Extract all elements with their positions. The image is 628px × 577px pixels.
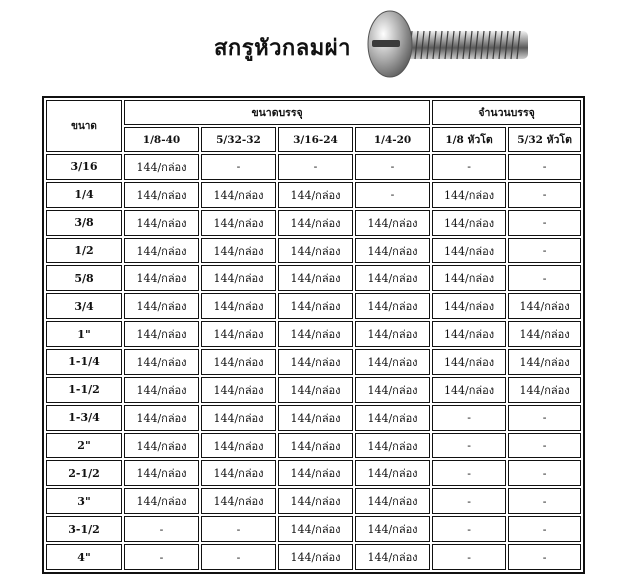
table-cell: 144/กล่อง	[278, 349, 353, 375]
spec-table	[42, 96, 585, 574]
table-cell: 144/กล่อง	[201, 321, 276, 347]
table-cell: 144/กล่อง	[432, 210, 506, 236]
table-cell: -	[508, 516, 581, 542]
size-header: ขนาด	[46, 100, 122, 152]
table-cell: 144/กล่อง	[508, 293, 581, 319]
table-cell: 144/กล่อง	[355, 293, 430, 319]
table-cell: -	[508, 182, 581, 208]
table-cell: -	[432, 488, 506, 514]
column-header-row	[46, 127, 581, 152]
table-cell: 144/กล่อง	[508, 377, 581, 403]
table-cell: -	[432, 154, 506, 180]
size-cell: 1/2	[46, 238, 122, 264]
table-cell: 144/กล่อง	[355, 349, 430, 375]
table-row	[46, 488, 581, 514]
size-cell: 2-1/2	[46, 460, 122, 486]
size-cell: 1"	[46, 321, 122, 347]
table-cell: -	[124, 544, 199, 570]
table-cell: -	[508, 238, 581, 264]
table-row	[46, 265, 581, 291]
table-cell: 144/กล่อง	[355, 460, 430, 486]
size-cell: 2"	[46, 433, 122, 459]
table-cell: 144/กล่อง	[278, 182, 353, 208]
table-cell: 144/กล่อง	[201, 460, 276, 486]
table-cell: 144/กล่อง	[124, 321, 199, 347]
column-header: 1/4-20	[355, 127, 430, 152]
table-cell: 144/กล่อง	[432, 238, 506, 264]
table-cell: 144/กล่อง	[278, 516, 353, 542]
table-cell: 144/กล่อง	[278, 265, 353, 291]
page-title: สกรูหัวกลมผ่า	[214, 36, 351, 61]
table-cell: 144/กล่อง	[278, 460, 353, 486]
table-row	[46, 154, 581, 180]
table-cell: 144/กล่อง	[124, 433, 199, 459]
table-cell: -	[508, 460, 581, 486]
column-header: 1/8 หัวโต	[432, 127, 506, 152]
table-body	[46, 154, 581, 570]
table-cell: -	[432, 405, 506, 431]
table-row	[46, 544, 581, 570]
table-cell: 144/กล่อง	[201, 377, 276, 403]
table-cell: 144/กล่อง	[201, 488, 276, 514]
column-header: 5/32 หัวโต	[508, 127, 581, 152]
table-cell: -	[508, 544, 581, 570]
size-cell: 3"	[46, 488, 122, 514]
table-cell: 144/กล่อง	[355, 405, 430, 431]
table-cell: 144/กล่อง	[355, 321, 430, 347]
table-cell: 144/กล่อง	[278, 377, 353, 403]
table-cell: -	[278, 154, 353, 180]
table-cell: 144/กล่อง	[355, 433, 430, 459]
table-cell: 144/กล่อง	[124, 377, 199, 403]
table-cell: 144/กล่อง	[355, 265, 430, 291]
table-cell: 144/กล่อง	[278, 544, 353, 570]
table-cell: 144/กล่อง	[201, 182, 276, 208]
table-cell: 144/กล่อง	[278, 210, 353, 236]
table-cell: -	[508, 210, 581, 236]
group-header-pack-size: ขนาดบรรจุ	[124, 100, 430, 125]
group-header-pack-qty: จำนวนบรรจุ	[432, 100, 581, 125]
table-cell: 144/กล่อง	[432, 349, 506, 375]
table-cell: -	[201, 544, 276, 570]
table-cell: 144/กล่อง	[432, 265, 506, 291]
table-cell: 144/กล่อง	[124, 265, 199, 291]
table-cell: -	[124, 516, 199, 542]
size-cell: 5/8	[46, 265, 122, 291]
table-cell: 144/กล่อง	[508, 321, 581, 347]
size-cell: 1-1/2	[46, 377, 122, 403]
table-cell: -	[508, 265, 581, 291]
table-cell: 144/กล่อง	[124, 210, 199, 236]
table-row	[46, 321, 581, 347]
table-row	[46, 405, 581, 431]
table-cell: 144/กล่อง	[201, 433, 276, 459]
table-row	[46, 238, 581, 264]
table-cell: 144/กล่อง	[124, 293, 199, 319]
table-cell: -	[432, 433, 506, 459]
table-cell: 144/กล่อง	[508, 349, 581, 375]
table-cell: -	[432, 544, 506, 570]
table-cell: 144/กล่อง	[278, 238, 353, 264]
table-cell: 144/กล่อง	[124, 349, 199, 375]
column-header: 3/16-24	[278, 127, 353, 152]
size-cell: 1/4	[46, 182, 122, 208]
table-cell: 144/กล่อง	[432, 182, 506, 208]
size-cell: 4"	[46, 544, 122, 570]
table-row	[46, 293, 581, 319]
table-cell: -	[508, 488, 581, 514]
table-cell: 144/กล่อง	[201, 349, 276, 375]
table-cell: -	[355, 182, 430, 208]
table-cell: -	[508, 154, 581, 180]
table-cell: 144/กล่อง	[201, 405, 276, 431]
table-cell: 144/กล่อง	[278, 405, 353, 431]
table-cell: -	[432, 460, 506, 486]
table-row	[46, 349, 581, 375]
table-row	[46, 460, 581, 486]
table-cell: 144/กล่อง	[355, 210, 430, 236]
table-cell: -	[508, 433, 581, 459]
size-cell: 3/8	[46, 210, 122, 236]
table-cell: 144/กล่อง	[432, 293, 506, 319]
table-cell: 144/กล่อง	[432, 321, 506, 347]
table-cell: 144/กล่อง	[201, 210, 276, 236]
table-cell: -	[432, 516, 506, 542]
column-header: 5/32-32	[201, 127, 276, 152]
table-cell: 144/กล่อง	[432, 377, 506, 403]
table-cell: -	[355, 154, 430, 180]
size-cell: 3/16	[46, 154, 122, 180]
table-cell: 144/กล่อง	[278, 321, 353, 347]
table-cell: -	[508, 405, 581, 431]
table-cell: 144/กล่อง	[201, 238, 276, 264]
table-cell: 144/กล่อง	[124, 154, 199, 180]
column-header: 1/8-40	[124, 127, 199, 152]
size-cell: 1-3/4	[46, 405, 122, 431]
table-cell: 144/กล่อง	[201, 265, 276, 291]
size-cell: 3/4	[46, 293, 122, 319]
table-cell: 144/กล่อง	[124, 488, 199, 514]
table-cell: 144/กล่อง	[124, 182, 199, 208]
screw-image	[364, 6, 534, 78]
table-cell: 144/กล่อง	[124, 460, 199, 486]
table-cell: 144/กล่อง	[278, 433, 353, 459]
table-cell: 144/กล่อง	[355, 516, 430, 542]
size-cell: 3-1/2	[46, 516, 122, 542]
size-cell: 1-1/4	[46, 349, 122, 375]
table-row	[46, 516, 581, 542]
table-row	[46, 210, 581, 236]
table-cell: -	[201, 516, 276, 542]
table-cell: 144/กล่อง	[355, 377, 430, 403]
table-cell: 144/กล่อง	[355, 238, 430, 264]
table-row	[46, 377, 581, 403]
table-cell: 144/กล่อง	[278, 293, 353, 319]
table-row	[46, 433, 581, 459]
table-cell: 144/กล่อง	[124, 405, 199, 431]
table-cell: 144/กล่อง	[355, 544, 430, 570]
table-cell: 144/กล่อง	[278, 488, 353, 514]
table-cell: 144/กล่อง	[201, 293, 276, 319]
table-cell: 144/กล่อง	[355, 488, 430, 514]
table-cell: -	[201, 154, 276, 180]
table-cell: 144/กล่อง	[124, 238, 199, 264]
table-row	[46, 182, 581, 208]
